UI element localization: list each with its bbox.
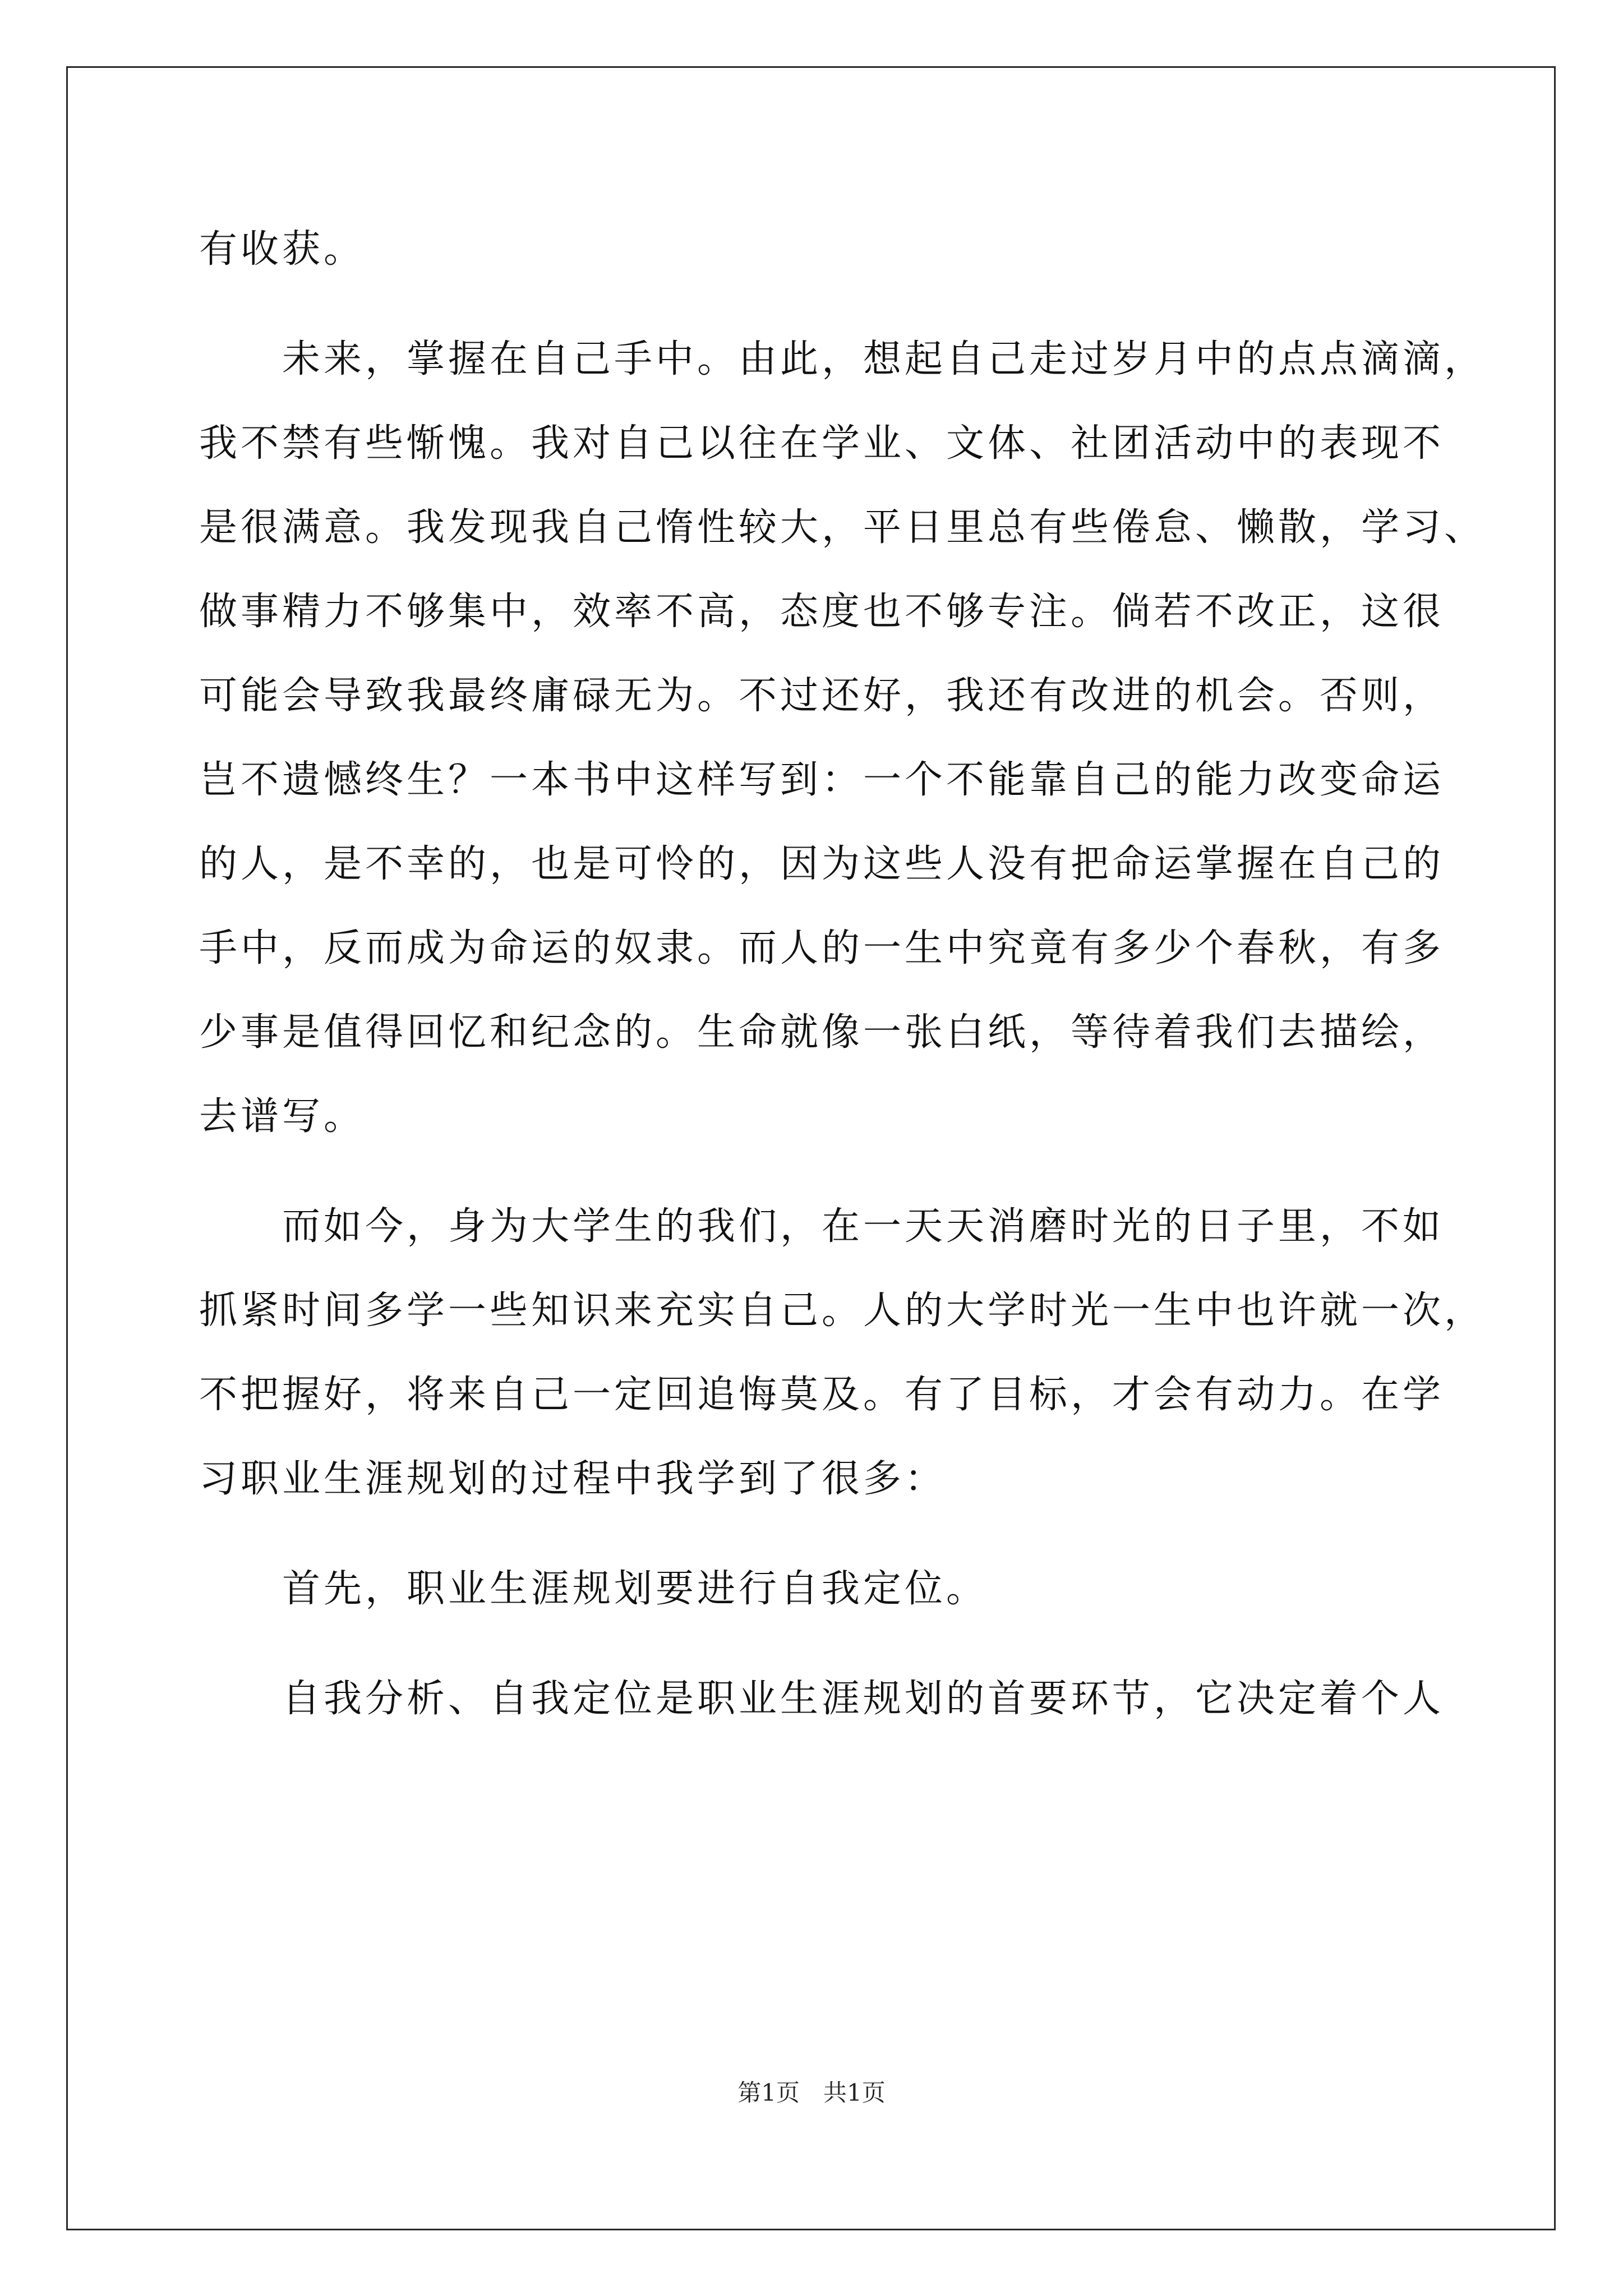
text-line: 岂不遗憾终生？一本书中这样写到：一个不能靠自己的能力改变命运 [199,758,1445,802]
text-line: 我不禁有些惭愧。我对自己以往在学业、文体、社团活动中的表现不 [199,421,1445,466]
text-line: 有收获。 [199,227,366,272]
text-line: 可能会导致我最终庸碌无为。不过还好，我还有改进的机会。否则， [199,674,1445,718]
text-line: 自我分析、自我定位是职业生涯规划的首要环节，它决定着个人 [282,1677,1445,1721]
text-line: 不把握好，将来自己一定回追悔莫及。有了目标，才会有动力。在学 [199,1373,1445,1417]
text-line: 是很满意。我发现我自己惰性较大，平日里总有些倦怠、懒散，学习、 [199,505,1486,550]
text-line: 而如今，身为大学生的我们，在一天天消磨时光的日子里，不如 [282,1204,1445,1249]
text-line: 习职业生涯规划的过程中我学到了很多： [199,1457,947,1501]
text-line: 手中，反而成为命运的奴隶。而人的一生中究竟有多少个春秋，有多 [199,926,1445,970]
text-line: 抓紧时间多学一些知识来充实自己。人的大学时光一生中也许就一次， [199,1289,1486,1333]
document-body [199,208,1486,1741]
page-footer: 第1页 共1页 [737,2079,886,2106]
text-line: 未来，掌握在自己手中。由此，想起自己走过岁月中的点点滴滴， [282,337,1486,381]
text-line: 去谱写。 [199,1094,366,1139]
text-line: 少事是值得回忆和纪念的。生命就像一张白纸，等待着我们去描绘， [199,1010,1445,1055]
text-line: 的人，是不幸的，也是可怜的，因为这些人没有把命运掌握在自己的 [199,842,1445,886]
text-line: 首先，职业生涯规划要进行自我定位。 [282,1567,988,1611]
text-line: 做事精力不够集中，效率不高，态度也不够专注。倘若不改正，这很 [199,590,1445,634]
